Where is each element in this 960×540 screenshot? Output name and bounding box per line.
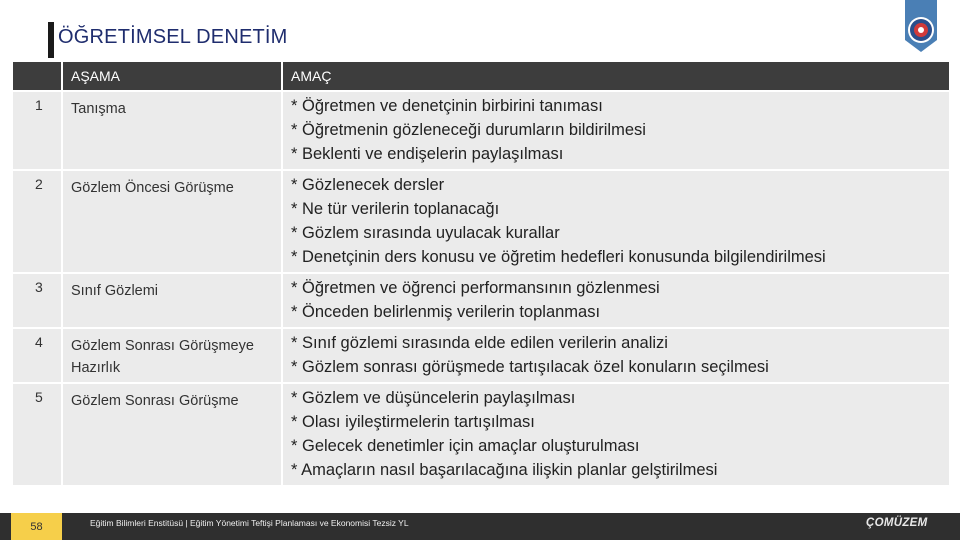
goal-item: * Denetçinin ders konusu ve öğretim hedefleri konusunda bilgilendirilmesi [291,248,826,266]
brand-logo: ÇOMÜZEM [866,517,928,529]
goal-item: * Gözlem sırasında uyulacak kurallar [291,224,560,242]
page-title: ÖĞRETİMSEL DENETİM [58,26,288,48]
title-accent-bar [48,22,54,58]
goal-item: * Öğretmenin gözleneceği durumların bildirilmesi [291,121,646,139]
goal-item: * Beklenti ve endişelerin paylaşılması [291,145,564,163]
row-stage: Gözlem Sonrası Görüşmeye Hazırlık [62,328,282,383]
goal-item: * Amaçların nasıl başarılacağına ilişkin planlar gelştirilmesi [291,461,718,479]
goal-item: * Sınıf gözlemi sırasında elde edilen verilerin analizi [291,334,668,352]
row-goals [282,273,950,328]
row-number: 4 [12,328,62,383]
stages-table [11,60,951,487]
row-stage: Gözlem Sonrası Görüşme [62,383,282,486]
footer-text: Eğitim Bilimleri Enstitüsü | Eğitim Yönetimi Teftişi Planlaması ve Ekonomisi Tezsiz YL [90,518,409,528]
row-stage: Tanışma [62,91,282,170]
table-row [12,328,950,383]
header-goal: AMAÇ [282,61,950,91]
row-number: 2 [12,170,62,273]
row-stage: Gözlem Öncesi Görüşme [62,170,282,273]
goal-item: * Öğretmen ve denetçinin birbirini tanıması [291,97,603,115]
row-goals [282,328,950,383]
table-row [12,170,950,273]
header-stage: AŞAMA [62,61,282,91]
goal-item: * Ne tür verilerin toplanacağı [291,200,500,218]
goal-item: * Gözlem ve düşüncelerin paylaşılması [291,389,576,407]
page-number: 58 [11,513,62,540]
header-number [12,61,62,91]
goal-item: * Olası iyileştirmelerin tartışılması [291,413,535,431]
goal-item: * Öğretmen ve öğrenci performansının gözlenmesi [291,279,660,297]
row-goals [282,383,950,486]
goal-item: * Önceden belirlenmiş verilerin toplanması [291,303,601,321]
table-row [12,273,950,328]
row-stage: Sınıf Gözlemi [62,273,282,328]
row-number: 1 [12,91,62,170]
goal-item: * Gözlenecek dersler [291,176,445,194]
row-goals [282,91,950,170]
row-number: 5 [12,383,62,486]
university-seal-icon [901,0,941,52]
table-row [12,383,950,486]
table-header-row [12,61,950,91]
goal-item: * Gelecek denetimler için amaçlar oluşturulması [291,437,640,455]
row-goals [282,170,950,273]
row-number: 3 [12,273,62,328]
table-row [12,91,950,170]
goal-item: * Gözlem sonrası görüşmede tartışılacak özel konuların seçilmesi [291,358,769,376]
